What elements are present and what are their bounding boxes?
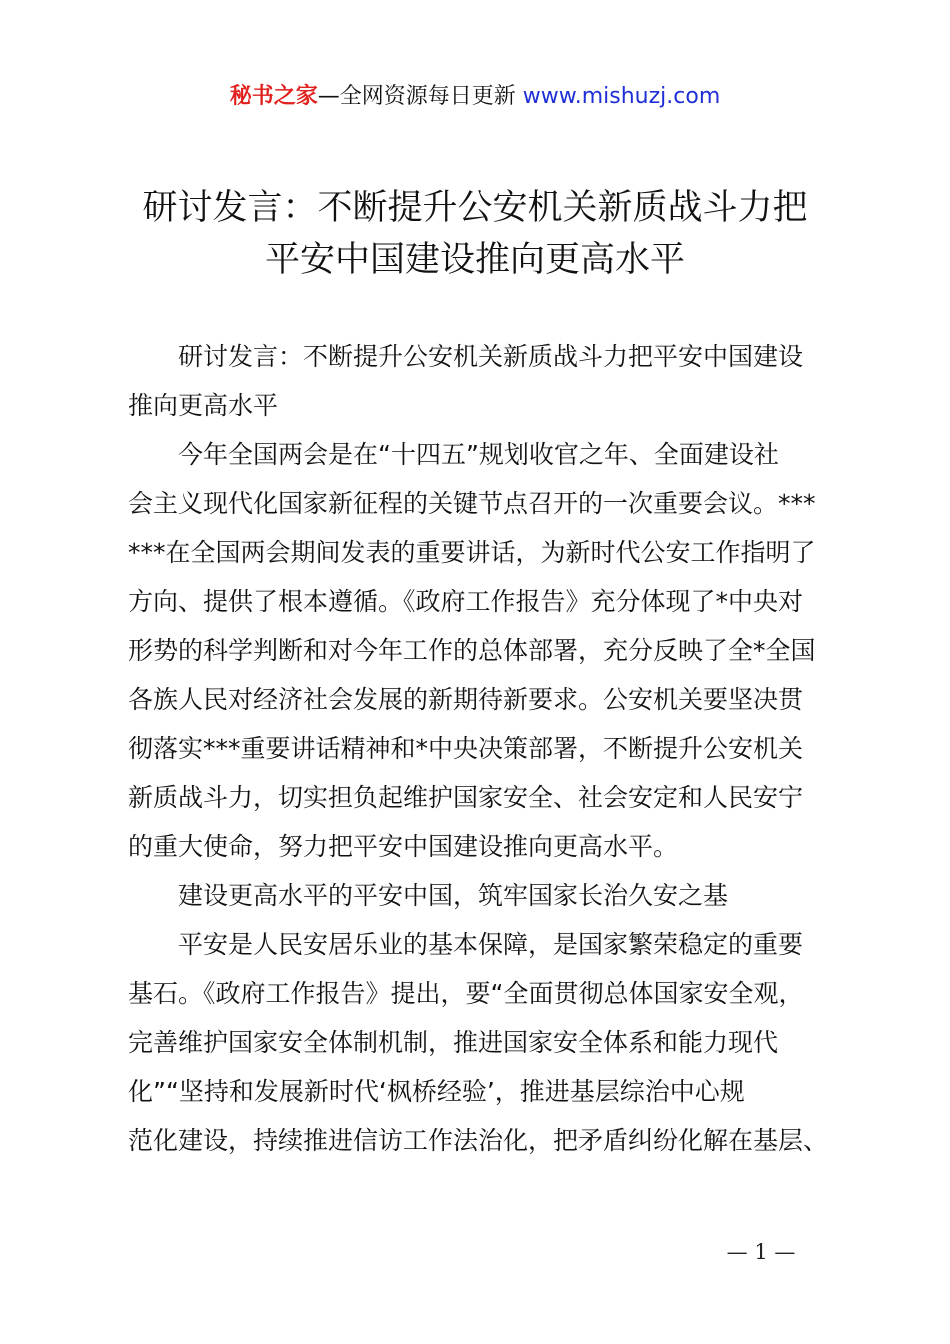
body-line: 研讨发言：不断提升公安机关新质战斗力把平安中国建设 bbox=[178, 342, 804, 371]
body-line: 各族人民对经济社会发展的新期待新要求。公安机关要坚决贯 bbox=[128, 685, 804, 714]
website-link[interactable]: www.mishuzj.com bbox=[522, 84, 721, 109]
document-title bbox=[0, 182, 950, 286]
body-line: 形势的科学判断和对今年工作的总体部署，充分反映了全*全国 bbox=[128, 636, 816, 665]
body-line: ***在全国两会期间发表的重要讲话，为新时代公安工作指明了 bbox=[128, 538, 816, 567]
body-line: 范化建设，持续推进信访工作法治化，把矛盾纠纷化解在基层、 bbox=[128, 1126, 829, 1155]
body-line: 新质战斗力，切实担负起维护国家安全、社会安定和人民安宁 bbox=[128, 783, 804, 812]
body-line: 推向更高水平 bbox=[128, 391, 279, 420]
document-body bbox=[128, 332, 840, 1165]
body-line: 平安是人民安居乐业的基本保障，是国家繁荣稳定的重要 bbox=[178, 930, 804, 959]
title-line-1: 研讨发言：不断提升公安机关新质战斗力把 bbox=[142, 188, 808, 228]
body-line: 基石。《政府工作报告》提出，要“全面贯彻总体国家安全观， bbox=[128, 979, 804, 1008]
body-line: 的重大使命，努力把平安中国建设推向更高水平。 bbox=[128, 832, 679, 861]
body-line: 彻落实***重要讲话精神和*中央决策部署，不断提升公安机关 bbox=[128, 734, 804, 763]
body-line: 完善维护国家安全体制机制，推进国家安全体系和能力现代 bbox=[128, 1028, 779, 1057]
page-number: — 1 — bbox=[726, 1240, 796, 1264]
body-line: 会主义现代化国家新征程的关键节点召开的一次重要会议。*** bbox=[128, 489, 816, 518]
header-tagline: —全网资源每日更新 bbox=[317, 84, 523, 109]
body-line: 化”“坚持和发展新时代‘枫桥经验’，推进基层综治中心规 bbox=[128, 1077, 745, 1106]
site-header bbox=[0, 82, 950, 112]
title-line-2: 平安中国建设推向更高水平 bbox=[264, 240, 685, 280]
body-line: 建设更高水平的平安中国，筑牢国家长治久安之基 bbox=[178, 881, 729, 910]
body-line: 今年全国两会是在“十四五”规划收官之年、全面建设社 bbox=[178, 440, 779, 469]
brand-name: 秘书之家 bbox=[229, 84, 318, 109]
body-line: 方向、提供了根本遵循。《政府工作报告》充分体现了*中央对 bbox=[128, 587, 804, 616]
